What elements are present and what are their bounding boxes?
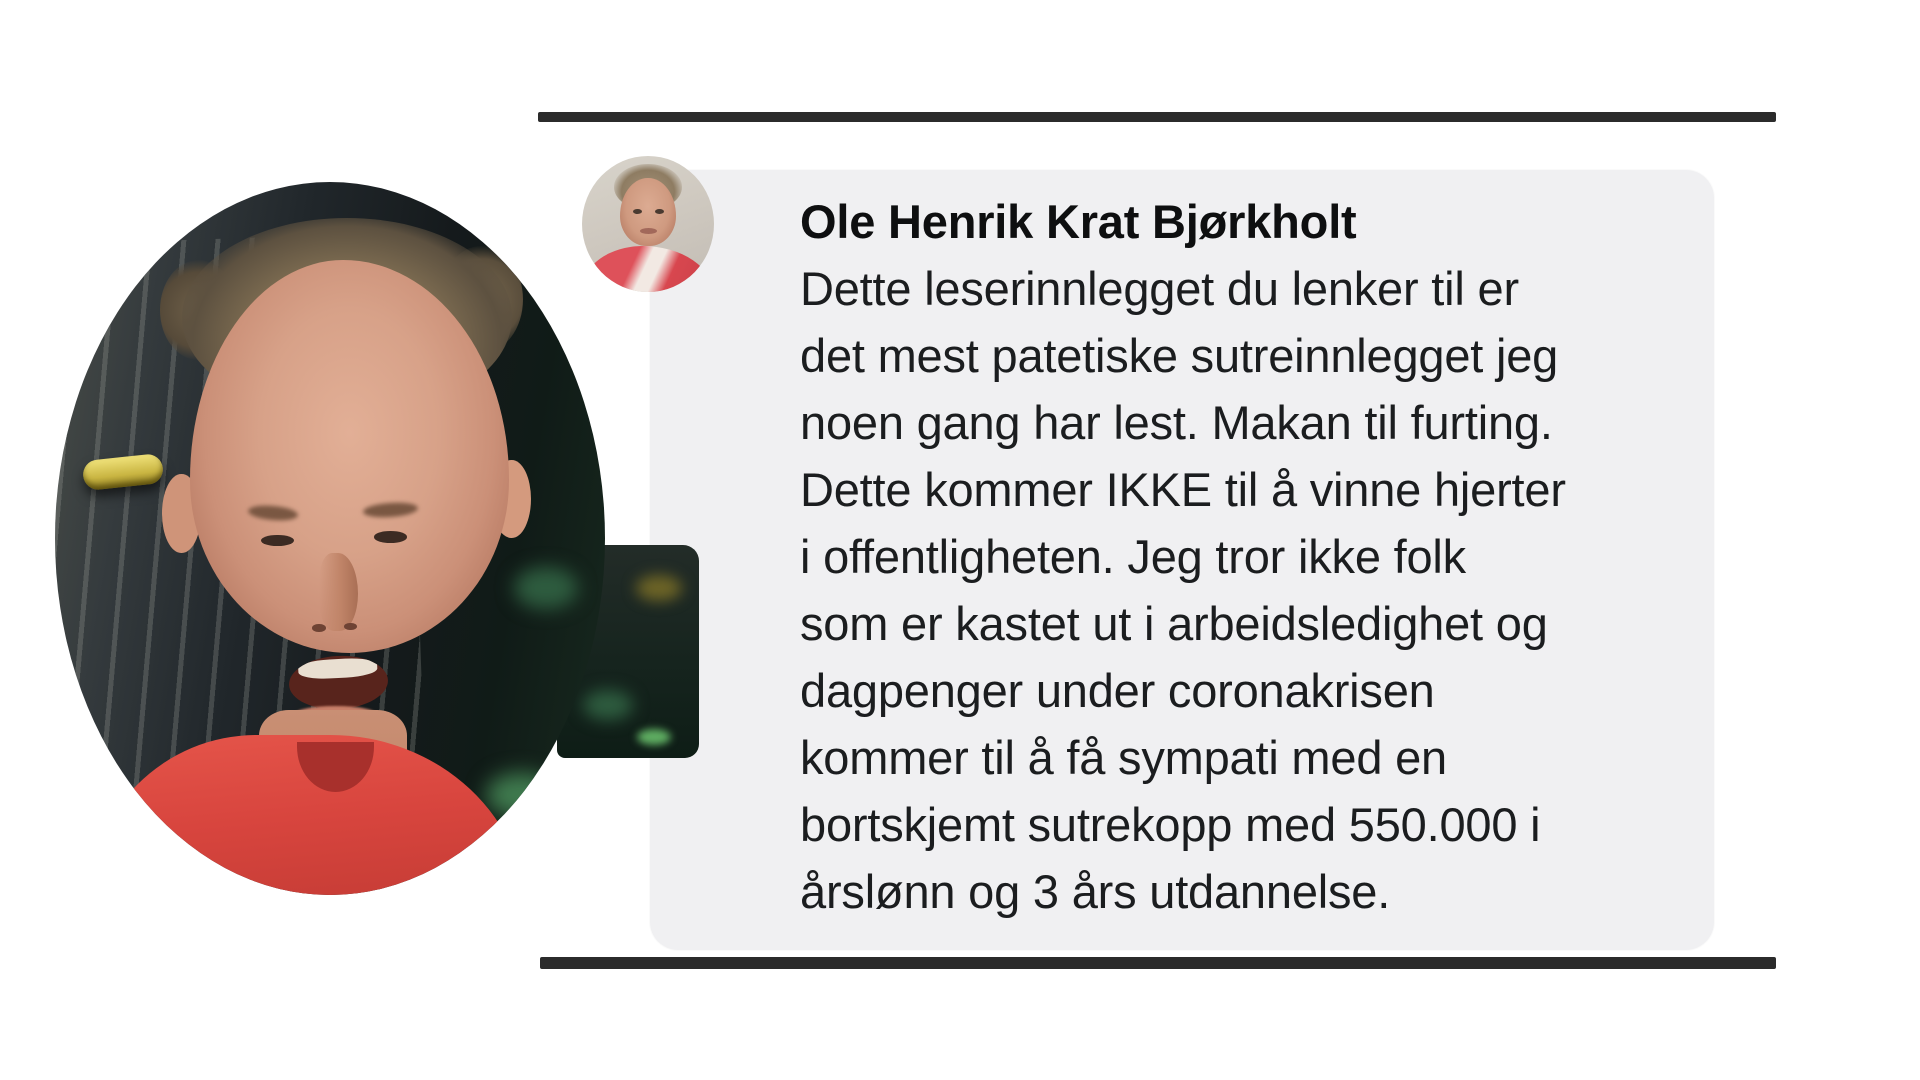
green-light-glow <box>486 773 556 817</box>
avatar-eye <box>655 209 664 214</box>
portrait-teeth <box>297 657 377 680</box>
facebook-comment-card <box>650 170 1714 950</box>
portrait-nose <box>319 553 358 631</box>
comment-text-block <box>800 188 1690 925</box>
avatar-shirt <box>582 246 714 292</box>
comment-line: som er kastet ut i arbeidsledighet og <box>800 597 1548 650</box>
comment-line: noen gang har lest. Makan til furting. <box>800 396 1553 449</box>
top-frame-bar <box>538 112 1776 122</box>
yellow-light-glow <box>636 575 682 601</box>
author-name: Ole Henrik Krat Bjørkholt <box>800 195 1357 248</box>
comment-line: Dette leserinnlegget du lenker til er <box>800 262 1519 315</box>
comment-line: dagpenger under coronakrisen <box>800 664 1435 717</box>
comment-line: det mest patetiske sutreinnlegget jeg <box>800 329 1559 382</box>
comment-line: i offentligheten. Jeg tror ikke folk <box>800 530 1466 583</box>
comment-line: Dette kommer IKKE til å vinne hjerter <box>800 463 1566 516</box>
green-light-glow <box>514 567 578 609</box>
portrait-eye <box>374 531 407 542</box>
portrait-photo <box>55 182 605 895</box>
comment-line: bortskjemt sutrekopp med 550.000 i <box>800 798 1541 851</box>
green-light-glow <box>637 729 671 745</box>
green-light-glow <box>583 690 633 720</box>
bottom-frame-bar <box>540 957 1776 969</box>
portrait-nostril <box>312 624 325 632</box>
avatar-face <box>620 178 675 246</box>
profile-avatar <box>582 156 714 292</box>
comment-line: årslønn og 3 års utdannelse. <box>800 865 1391 918</box>
comment-line: kommer til å få sympati med en <box>800 731 1447 784</box>
